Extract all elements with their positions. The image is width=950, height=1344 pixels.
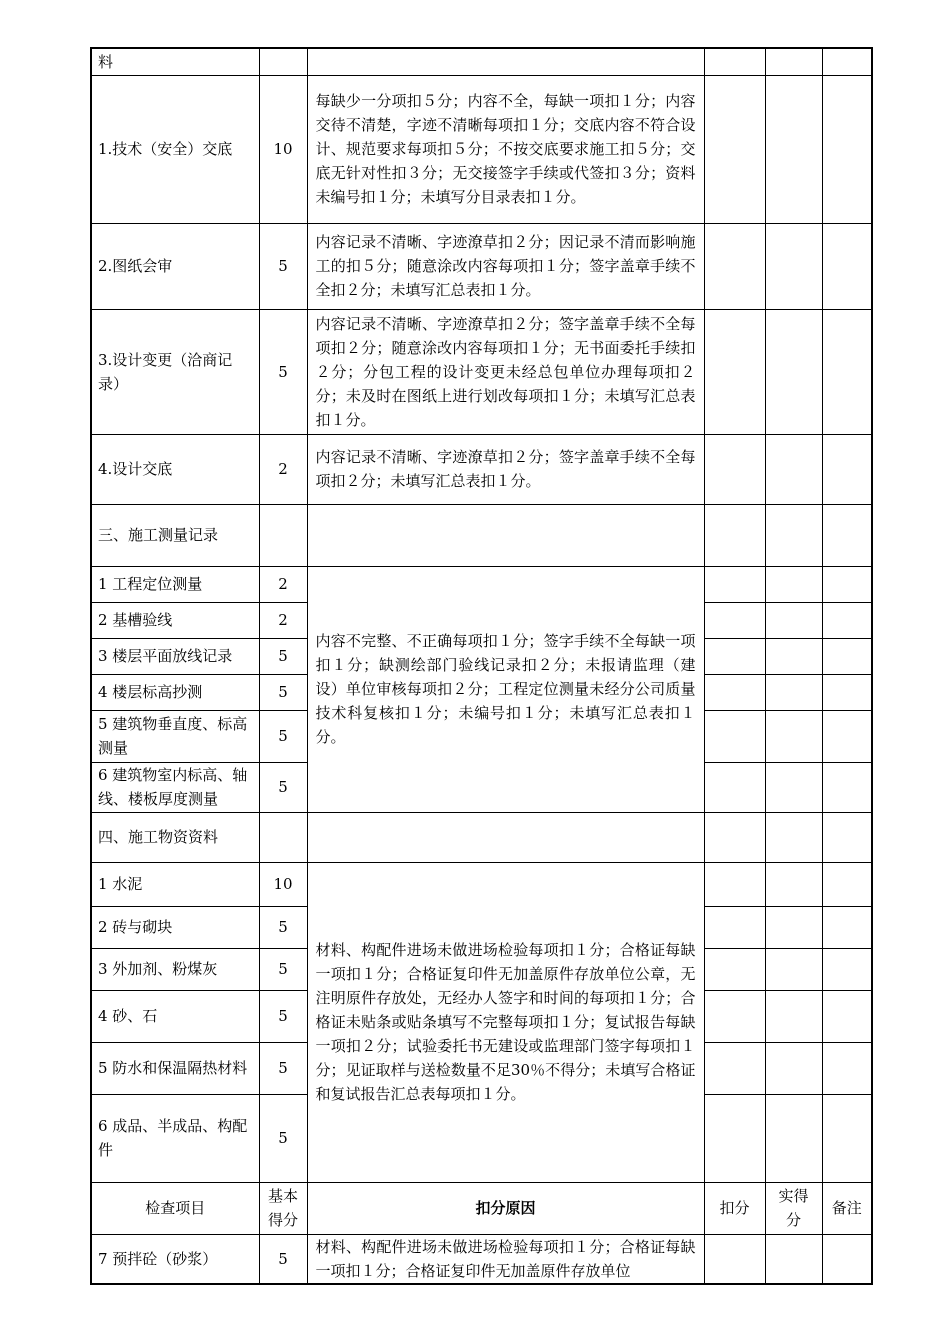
table-row bbox=[91, 309, 872, 434]
deduct-cell bbox=[704, 710, 765, 762]
item-cell: 2.图纸会审 bbox=[91, 223, 259, 309]
deduct-cell bbox=[704, 674, 765, 710]
item-cell: 1.技术（安全）交底 bbox=[91, 75, 259, 223]
reason-cell: 内容记录不清晰、字迹潦草扣２分；签字盖章手续不全每项扣２分；未填写汇总表扣１分。 bbox=[307, 434, 704, 504]
deduct-cell bbox=[704, 948, 765, 990]
item-cell: 2 基槽验线 bbox=[91, 602, 259, 638]
reason-cell bbox=[307, 504, 704, 566]
note-cell bbox=[822, 638, 872, 674]
deduct-cell bbox=[704, 504, 765, 566]
actual-cell bbox=[765, 223, 822, 309]
reason-cell bbox=[307, 48, 704, 75]
note-cell bbox=[822, 710, 872, 762]
actual-cell bbox=[765, 674, 822, 710]
score-cell: 5 bbox=[259, 674, 307, 710]
actual-cell bbox=[765, 638, 822, 674]
item-cell: 3.设计变更（洽商记录） bbox=[91, 309, 259, 434]
actual-cell bbox=[765, 862, 822, 906]
header-reason: 扣分原因 bbox=[307, 1182, 704, 1234]
item-cell: 3 楼层平面放线记录 bbox=[91, 638, 259, 674]
header-score: 基本得分 bbox=[259, 1182, 307, 1234]
note-cell bbox=[822, 602, 872, 638]
item-cell: 6 成品、半成品、构配件 bbox=[91, 1094, 259, 1182]
score-cell: 2 bbox=[259, 566, 307, 602]
score-cell: 5 bbox=[259, 1042, 307, 1094]
score-cell: 5 bbox=[259, 990, 307, 1042]
score-cell bbox=[259, 48, 307, 75]
note-cell bbox=[822, 1094, 872, 1182]
item-cell: 7 预拌砼（砂浆） bbox=[91, 1234, 259, 1284]
actual-cell bbox=[765, 1234, 822, 1284]
deduct-cell bbox=[704, 1094, 765, 1182]
deduct-cell bbox=[704, 602, 765, 638]
reason-cell bbox=[307, 812, 704, 862]
section-title: 三、施工测量记录 bbox=[91, 504, 259, 566]
section-heading-row bbox=[91, 812, 872, 862]
score-cell: 5 bbox=[259, 906, 307, 948]
score-cell: 2 bbox=[259, 602, 307, 638]
note-cell bbox=[822, 1234, 872, 1284]
section-title: 四、施工物资资料 bbox=[91, 812, 259, 862]
deduct-cell bbox=[704, 990, 765, 1042]
actual-cell bbox=[765, 906, 822, 948]
column-header-row bbox=[91, 1182, 872, 1234]
item-cell: 1 工程定位测量 bbox=[91, 566, 259, 602]
item-cell: 4 砂、石 bbox=[91, 990, 259, 1042]
reason-cell: 每缺少一分项扣５分；内容不全，每缺一项扣１分；内容交待不清楚，字迹不清晰每项扣１分；交底内容不符合设计、规范要求每项扣５分；不按交底要求施工扣５分；交底无针对性扣３分；无交接签字手续或代签扣３分；资料未编号扣１分；未填写分目录表扣１分。 bbox=[307, 75, 704, 223]
note-cell bbox=[822, 48, 872, 75]
actual-cell bbox=[765, 434, 822, 504]
score-cell: 5 bbox=[259, 309, 307, 434]
deduct-cell bbox=[704, 75, 765, 223]
item-cell: 5 防水和保温隔热材料 bbox=[91, 1042, 259, 1094]
note-cell bbox=[822, 223, 872, 309]
note-cell bbox=[822, 309, 872, 434]
table-row bbox=[91, 48, 872, 75]
header-note: 备注 bbox=[822, 1182, 872, 1234]
merged-reason-cell: 材料、构配件进场未做进场检验每项扣１分；合格证每缺一项扣１分；合格证复印件无加盖原件存放单位公章，无注明原件存放处，无经办人签字和时间的每项扣１分；合格证未贴条或贴条填写不完整每项扣１分；复试报告每缺一项扣２分；试验委托书无建设或监理部门签字每项扣１分；见证取样与送检数量不足30％不得分；未填写合格证和复试报告汇总表每项扣１分。 bbox=[307, 862, 704, 1182]
item-cell: 料 bbox=[91, 48, 259, 75]
table-row bbox=[91, 566, 872, 602]
score-cell: 5 bbox=[259, 223, 307, 309]
deduct-cell bbox=[704, 812, 765, 862]
note-cell bbox=[822, 434, 872, 504]
table-row bbox=[91, 434, 872, 504]
actual-cell bbox=[765, 1042, 822, 1094]
note-cell bbox=[822, 1042, 872, 1094]
table-row bbox=[91, 1234, 872, 1284]
actual-cell bbox=[765, 948, 822, 990]
note-cell bbox=[822, 504, 872, 566]
header-actual: 实得分 bbox=[765, 1182, 822, 1234]
score-cell bbox=[259, 812, 307, 862]
deduct-cell bbox=[704, 566, 765, 602]
deduct-cell bbox=[704, 862, 765, 906]
actual-cell bbox=[765, 762, 822, 812]
actual-cell bbox=[765, 812, 822, 862]
note-cell bbox=[822, 566, 872, 602]
note-cell bbox=[822, 906, 872, 948]
score-cell: 5 bbox=[259, 948, 307, 990]
score-cell: 2 bbox=[259, 434, 307, 504]
actual-cell bbox=[765, 48, 822, 75]
deduct-cell bbox=[704, 906, 765, 948]
item-cell: 5 建筑物垂直度、标高测量 bbox=[91, 710, 259, 762]
deduct-cell bbox=[704, 762, 765, 812]
score-cell: 5 bbox=[259, 762, 307, 812]
table-row bbox=[91, 862, 872, 906]
scoring-table bbox=[90, 47, 873, 1285]
reason-cell: 内容记录不清晰、字迹潦草扣２分；因记录不清而影响施工的扣５分；随意涂改内容每项扣１分；签字盖章手续不全扣２分；未填写汇总表扣１分。 bbox=[307, 223, 704, 309]
actual-cell bbox=[765, 1094, 822, 1182]
note-cell bbox=[822, 948, 872, 990]
actual-cell bbox=[765, 309, 822, 434]
actual-cell bbox=[765, 504, 822, 566]
deduct-cell bbox=[704, 434, 765, 504]
item-cell: 3 外加剂、粉煤灰 bbox=[91, 948, 259, 990]
score-cell: 5 bbox=[259, 1234, 307, 1284]
note-cell bbox=[822, 762, 872, 812]
note-cell bbox=[822, 812, 872, 862]
item-cell: 2 砖与砌块 bbox=[91, 906, 259, 948]
deduct-cell bbox=[704, 48, 765, 75]
score-cell: 10 bbox=[259, 75, 307, 223]
note-cell bbox=[822, 862, 872, 906]
note-cell bbox=[822, 75, 872, 223]
score-cell: 10 bbox=[259, 862, 307, 906]
table-row bbox=[91, 223, 872, 309]
deduct-cell bbox=[704, 309, 765, 434]
note-cell bbox=[822, 674, 872, 710]
header-item: 检查项目 bbox=[91, 1182, 259, 1234]
section-heading-row bbox=[91, 504, 872, 566]
reason-cell: 内容记录不清晰、字迹潦草扣２分；签字盖章手续不全每项扣２分；随意涂改内容每项扣１分；无书面委托手续扣２分；分包工程的设计变更未经总包单位办理每项扣２分；未及时在图纸上进行划改每项扣１分；未填写汇总表扣１分。 bbox=[307, 309, 704, 434]
actual-cell bbox=[765, 602, 822, 638]
actual-cell bbox=[765, 990, 822, 1042]
note-cell bbox=[822, 990, 872, 1042]
deduct-cell bbox=[704, 1042, 765, 1094]
item-cell: 6 建筑物室内标高、轴线、楼板厚度测量 bbox=[91, 762, 259, 812]
deduct-cell bbox=[704, 1234, 765, 1284]
actual-cell bbox=[765, 566, 822, 602]
score-cell: 5 bbox=[259, 710, 307, 762]
table-row bbox=[91, 75, 872, 223]
deduct-cell bbox=[704, 223, 765, 309]
item-cell: 4.设计交底 bbox=[91, 434, 259, 504]
score-cell: 5 bbox=[259, 638, 307, 674]
item-cell: 4 楼层标高抄测 bbox=[91, 674, 259, 710]
header-deduct: 扣分 bbox=[704, 1182, 765, 1234]
actual-cell bbox=[765, 75, 822, 223]
actual-cell bbox=[765, 710, 822, 762]
deduct-cell bbox=[704, 638, 765, 674]
reason-cell: 材料、构配件进场未做进场检验每项扣１分；合格证每缺一项扣１分；合格证复印件无加盖原件存放单位 bbox=[307, 1234, 704, 1284]
merged-reason-cell: 内容不完整、不正确每项扣１分；签字手续不全每缺一项扣１分；缺测绘部门验线记录扣２分；未报请监理（建设）单位审核每项扣２分；工程定位测量未经分公司质量技术科复核扣１分；未编号扣１分；未填写汇总表扣１分。 bbox=[307, 566, 704, 812]
score-cell: 5 bbox=[259, 1094, 307, 1182]
item-cell: 1 水泥 bbox=[91, 862, 259, 906]
score-cell bbox=[259, 504, 307, 566]
